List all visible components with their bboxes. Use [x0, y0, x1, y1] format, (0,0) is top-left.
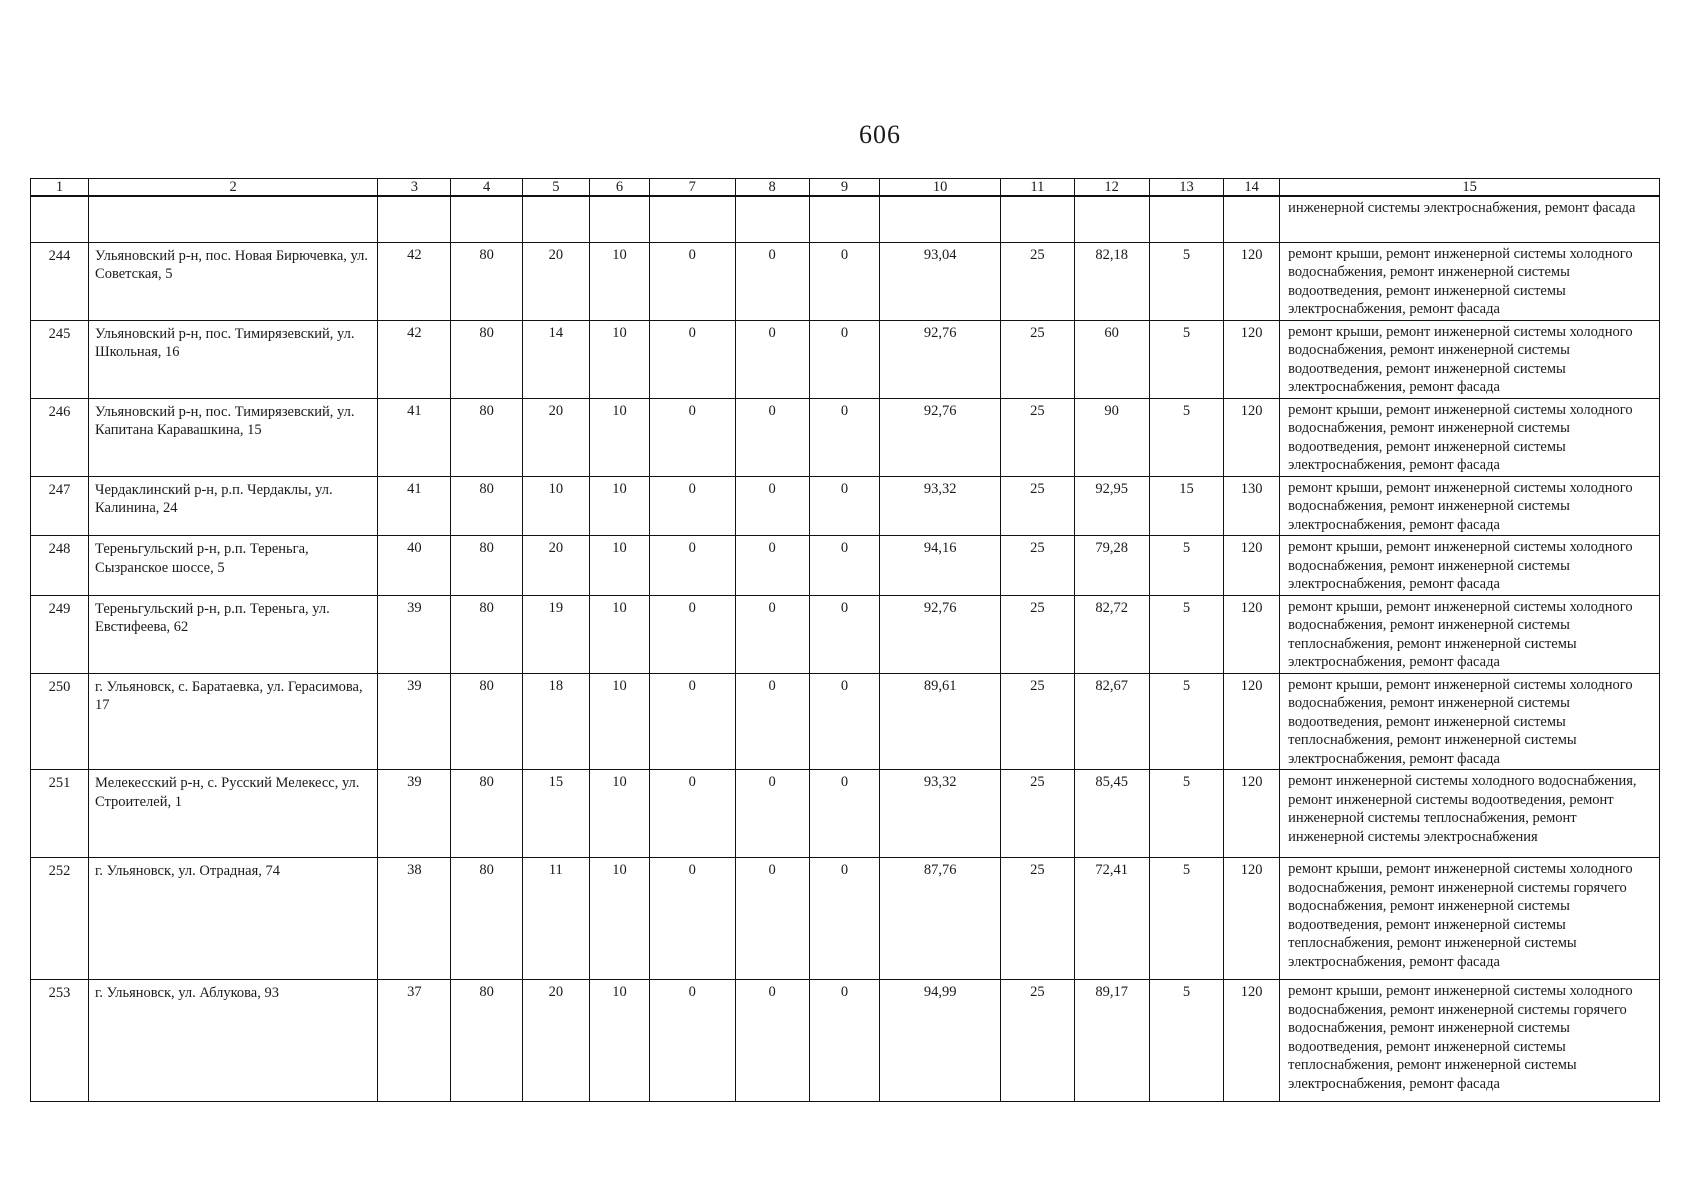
cell-col-10: 93,32: [880, 476, 1001, 536]
cell-col-9: [809, 196, 879, 242]
cell-col-3: 42: [378, 242, 451, 320]
cell-col-5: 18: [522, 673, 589, 770]
cell-col-14: [1224, 196, 1280, 242]
column-header-11: 11: [1001, 179, 1074, 197]
cell-col-12: 92,95: [1074, 476, 1149, 536]
cell-row-index: 250: [31, 673, 89, 770]
cell-col-10: [880, 196, 1001, 242]
cell-col-8: 0: [735, 242, 809, 320]
cell-col-6: 10: [589, 398, 649, 476]
table-row: [31, 196, 1660, 242]
cell-col-13: 5: [1149, 320, 1223, 398]
page-number: 606: [859, 120, 901, 149]
cell-col-7: 0: [649, 858, 735, 980]
cell-col-9: 0: [809, 980, 879, 1102]
cell-col-8: 0: [735, 770, 809, 858]
cell-col-9: 0: [809, 476, 879, 536]
cell-works-list: инженерной системы электроснабжения, ремонт фасада: [1280, 196, 1660, 242]
cell-col-4: [451, 196, 522, 242]
cell-col-3: 41: [378, 476, 451, 536]
column-header-1: 1: [31, 179, 89, 197]
cell-col-6: 10: [589, 770, 649, 858]
cell-col-7: 0: [649, 595, 735, 673]
cell-address: Чердаклинский р-н, р.п. Чердаклы, ул. Калинина, 24: [89, 476, 378, 536]
cell-col-6: 10: [589, 673, 649, 770]
cell-col-14: 120: [1224, 398, 1280, 476]
cell-col-4: 80: [451, 858, 522, 980]
cell-col-9: 0: [809, 770, 879, 858]
cell-row-index: 247: [31, 476, 89, 536]
cell-col-7: 0: [649, 673, 735, 770]
cell-col-5: [522, 196, 589, 242]
cell-col-12: 85,45: [1074, 770, 1149, 858]
cell-col-10: 92,76: [880, 595, 1001, 673]
cell-col-10: 93,04: [880, 242, 1001, 320]
cell-row-index: 245: [31, 320, 89, 398]
table-row: [31, 595, 1660, 673]
cell-col-11: 25: [1001, 673, 1074, 770]
cell-col-6: 10: [589, 536, 649, 596]
cell-col-3: 38: [378, 858, 451, 980]
cell-col-7: 0: [649, 320, 735, 398]
cell-col-8: [735, 196, 809, 242]
cell-col-11: 25: [1001, 858, 1074, 980]
cell-col-3: 40: [378, 536, 451, 596]
cell-address: Мелекесский р-н, с. Русский Мелекесс, ул. Строителей, 1: [89, 770, 378, 858]
table-row: [31, 320, 1660, 398]
column-header-12: 12: [1074, 179, 1149, 197]
cell-col-8: 0: [735, 536, 809, 596]
cell-col-8: 0: [735, 858, 809, 980]
cell-col-5: 20: [522, 536, 589, 596]
cell-col-13: 5: [1149, 770, 1223, 858]
cell-col-3: 37: [378, 980, 451, 1102]
cell-col-10: 94,16: [880, 536, 1001, 596]
cell-row-index: 248: [31, 536, 89, 596]
cell-col-5: 15: [522, 770, 589, 858]
cell-col-14: 120: [1224, 242, 1280, 320]
cell-works-list: ремонт крыши, ремонт инженерной системы холодного водоснабжения, ремонт инженерной системы горячего водоснабжения, ремонт инженерной системы водоотведения, ремонт инженерной системы теплоснабжения, ремонт инженерной системы электроснабжения, ремонт фасада: [1280, 980, 1660, 1102]
cell-col-14: 120: [1224, 770, 1280, 858]
cell-col-12: 90: [1074, 398, 1149, 476]
cell-col-14: 120: [1224, 320, 1280, 398]
cell-col-9: 0: [809, 858, 879, 980]
cell-col-11: 25: [1001, 242, 1074, 320]
cell-col-6: 10: [589, 320, 649, 398]
cell-col-13: 5: [1149, 398, 1223, 476]
cell-row-index: 252: [31, 858, 89, 980]
cell-col-12: 72,41: [1074, 858, 1149, 980]
cell-col-12: 82,18: [1074, 242, 1149, 320]
cell-col-8: 0: [735, 476, 809, 536]
cell-col-13: 15: [1149, 476, 1223, 536]
table-row: [31, 476, 1660, 536]
cell-col-4: 80: [451, 242, 522, 320]
cell-works-list: ремонт крыши, ремонт инженерной системы холодного водоснабжения, ремонт инженерной системы водоотведения, ремонт инженерной системы электроснабжения, ремонт фасада: [1280, 398, 1660, 476]
table-row: [31, 673, 1660, 770]
cell-col-12: 89,17: [1074, 980, 1149, 1102]
cell-col-11: 25: [1001, 536, 1074, 596]
table-row: [31, 536, 1660, 596]
cell-col-5: 20: [522, 398, 589, 476]
data-table: [30, 178, 1660, 1102]
cell-col-10: 89,61: [880, 673, 1001, 770]
cell-col-5: 19: [522, 595, 589, 673]
cell-col-11: 25: [1001, 476, 1074, 536]
cell-col-12: [1074, 196, 1149, 242]
cell-address: Тереньгульский р-н, р.п. Тереньга, Сызранское шоссе, 5: [89, 536, 378, 596]
cell-col-11: [1001, 196, 1074, 242]
cell-col-3: 39: [378, 770, 451, 858]
cell-col-13: 5: [1149, 242, 1223, 320]
cell-col-5: 11: [522, 858, 589, 980]
cell-col-13: 5: [1149, 673, 1223, 770]
cell-col-5: 20: [522, 242, 589, 320]
table-row: [31, 980, 1660, 1102]
cell-col-12: 82,67: [1074, 673, 1149, 770]
table-header: [31, 179, 1660, 197]
cell-col-14: 120: [1224, 595, 1280, 673]
cell-col-11: 25: [1001, 398, 1074, 476]
header-row: [31, 179, 1660, 197]
cell-row-index: 249: [31, 595, 89, 673]
cell-col-6: 10: [589, 858, 649, 980]
cell-col-7: [649, 196, 735, 242]
cell-col-6: 10: [589, 476, 649, 536]
column-header-3: 3: [378, 179, 451, 197]
cell-col-5: 14: [522, 320, 589, 398]
cell-col-11: 25: [1001, 770, 1074, 858]
cell-col-13: 5: [1149, 980, 1223, 1102]
cell-address: Тереньгульский р-н, р.п. Тереньга, ул. Евстифеева, 62: [89, 595, 378, 673]
cell-col-10: 92,76: [880, 320, 1001, 398]
cell-col-7: 0: [649, 476, 735, 536]
cell-works-list: ремонт крыши, ремонт инженерной системы холодного водоснабжения, ремонт инженерной системы электроснабжения, ремонт фасада: [1280, 476, 1660, 536]
cell-col-13: 5: [1149, 536, 1223, 596]
cell-col-3: [378, 196, 451, 242]
cell-col-6: [589, 196, 649, 242]
table-row: [31, 242, 1660, 320]
column-header-5: 5: [522, 179, 589, 197]
cell-works-list: ремонт крыши, ремонт инженерной системы холодного водоснабжения, ремонт инженерной системы водоотведения, ремонт инженерной системы электроснабжения, ремонт фасада: [1280, 242, 1660, 320]
cell-col-7: 0: [649, 398, 735, 476]
cell-col-7: 0: [649, 770, 735, 858]
cell-works-list: ремонт крыши, ремонт инженерной системы холодного водоснабжения, ремонт инженерной системы водоотведения, ремонт инженерной системы теплоснабжения, ремонт инженерной системы электроснабжения, ремонт фасада: [1280, 673, 1660, 770]
column-header-13: 13: [1149, 179, 1223, 197]
column-header-14: 14: [1224, 179, 1280, 197]
cell-col-12: 82,72: [1074, 595, 1149, 673]
cell-col-10: 87,76: [880, 858, 1001, 980]
cell-col-7: 0: [649, 980, 735, 1102]
column-header-10: 10: [880, 179, 1001, 197]
cell-row-index: 253: [31, 980, 89, 1102]
cell-works-list: ремонт крыши, ремонт инженерной системы холодного водоснабжения, ремонт инженерной системы водоотведения, ремонт инженерной системы электроснабжения, ремонт фасада: [1280, 320, 1660, 398]
cell-col-6: 10: [589, 242, 649, 320]
cell-col-9: 0: [809, 398, 879, 476]
cell-col-10: 94,99: [880, 980, 1001, 1102]
cell-col-3: 39: [378, 673, 451, 770]
cell-col-8: 0: [735, 398, 809, 476]
cell-col-9: 0: [809, 242, 879, 320]
cell-address: г. Ульяновск, с. Баратаевка, ул. Герасимова, 17: [89, 673, 378, 770]
cell-col-10: 92,76: [880, 398, 1001, 476]
cell-col-7: 0: [649, 536, 735, 596]
cell-col-8: 0: [735, 320, 809, 398]
cell-col-4: 80: [451, 536, 522, 596]
cell-col-8: 0: [735, 673, 809, 770]
cell-col-9: 0: [809, 536, 879, 596]
cell-col-14: 120: [1224, 858, 1280, 980]
cell-col-13: 5: [1149, 858, 1223, 980]
cell-col-11: 25: [1001, 980, 1074, 1102]
cell-col-5: 20: [522, 980, 589, 1102]
cell-col-9: 0: [809, 595, 879, 673]
cell-col-4: 80: [451, 398, 522, 476]
cell-col-14: 130: [1224, 476, 1280, 536]
cell-col-4: 80: [451, 980, 522, 1102]
cell-col-5: 10: [522, 476, 589, 536]
cell-works-list: ремонт инженерной системы холодного водоснабжения, ремонт инженерной системы водоотведения, ремонт инженерной системы теплоснабжения, ремонт инженерной системы электроснабжения: [1280, 770, 1660, 858]
column-header-8: 8: [735, 179, 809, 197]
cell-col-11: 25: [1001, 320, 1074, 398]
cell-col-14: 120: [1224, 673, 1280, 770]
cell-works-list: ремонт крыши, ремонт инженерной системы холодного водоснабжения, ремонт инженерной системы электроснабжения, ремонт фасада: [1280, 536, 1660, 596]
cell-col-11: 25: [1001, 595, 1074, 673]
cell-address: [89, 196, 378, 242]
cell-col-4: 80: [451, 770, 522, 858]
column-header-15: 15: [1280, 179, 1660, 197]
cell-col-12: 60: [1074, 320, 1149, 398]
cell-col-8: 0: [735, 980, 809, 1102]
cell-works-list: ремонт крыши, ремонт инженерной системы холодного водоснабжения, ремонт инженерной системы горячего водоснабжения, ремонт инженерной системы водоотведения, ремонт инженерной системы теплоснабжения, ремонт инженерной системы электроснабжения, ремонт фасада: [1280, 858, 1660, 980]
cell-col-4: 80: [451, 595, 522, 673]
cell-col-8: 0: [735, 595, 809, 673]
cell-row-index: 244: [31, 242, 89, 320]
cell-row-index: 251: [31, 770, 89, 858]
cell-col-12: 79,28: [1074, 536, 1149, 596]
cell-col-4: 80: [451, 476, 522, 536]
cell-col-6: 10: [589, 980, 649, 1102]
cell-works-list: ремонт крыши, ремонт инженерной системы холодного водоснабжения, ремонт инженерной системы теплоснабжения, ремонт инженерной системы электроснабжения, ремонт фасада: [1280, 595, 1660, 673]
table-row: [31, 858, 1660, 980]
cell-col-4: 80: [451, 673, 522, 770]
cell-col-4: 80: [451, 320, 522, 398]
cell-address: г. Ульяновск, ул. Аблукова, 93: [89, 980, 378, 1102]
cell-col-7: 0: [649, 242, 735, 320]
cell-col-6: 10: [589, 595, 649, 673]
cell-address: Ульяновский р-н, пос. Тимирязевский, ул. Капитана Каравашкина, 15: [89, 398, 378, 476]
cell-col-9: 0: [809, 320, 879, 398]
cell-address: Ульяновский р-н, пос. Тимирязевский, ул. Школьная, 16: [89, 320, 378, 398]
cell-col-3: 41: [378, 398, 451, 476]
column-header-2: 2: [89, 179, 378, 197]
cell-col-3: 39: [378, 595, 451, 673]
cell-col-10: 93,32: [880, 770, 1001, 858]
cell-address: Ульяновский р-н, пос. Новая Бирючевка, ул. Советская, 5: [89, 242, 378, 320]
table-row: [31, 398, 1660, 476]
cell-address: г. Ульяновск, ул. Отрадная, 74: [89, 858, 378, 980]
column-header-7: 7: [649, 179, 735, 197]
cell-col-3: 42: [378, 320, 451, 398]
cell-row-index: 246: [31, 398, 89, 476]
table-body: [31, 196, 1660, 1102]
cell-row-index: [31, 196, 89, 242]
cell-col-9: 0: [809, 673, 879, 770]
cell-col-14: 120: [1224, 536, 1280, 596]
cell-col-13: 5: [1149, 595, 1223, 673]
cell-col-13: [1149, 196, 1223, 242]
table-row: [31, 770, 1660, 858]
cell-col-14: 120: [1224, 980, 1280, 1102]
column-header-6: 6: [589, 179, 649, 197]
column-header-4: 4: [451, 179, 522, 197]
column-header-9: 9: [809, 179, 879, 197]
